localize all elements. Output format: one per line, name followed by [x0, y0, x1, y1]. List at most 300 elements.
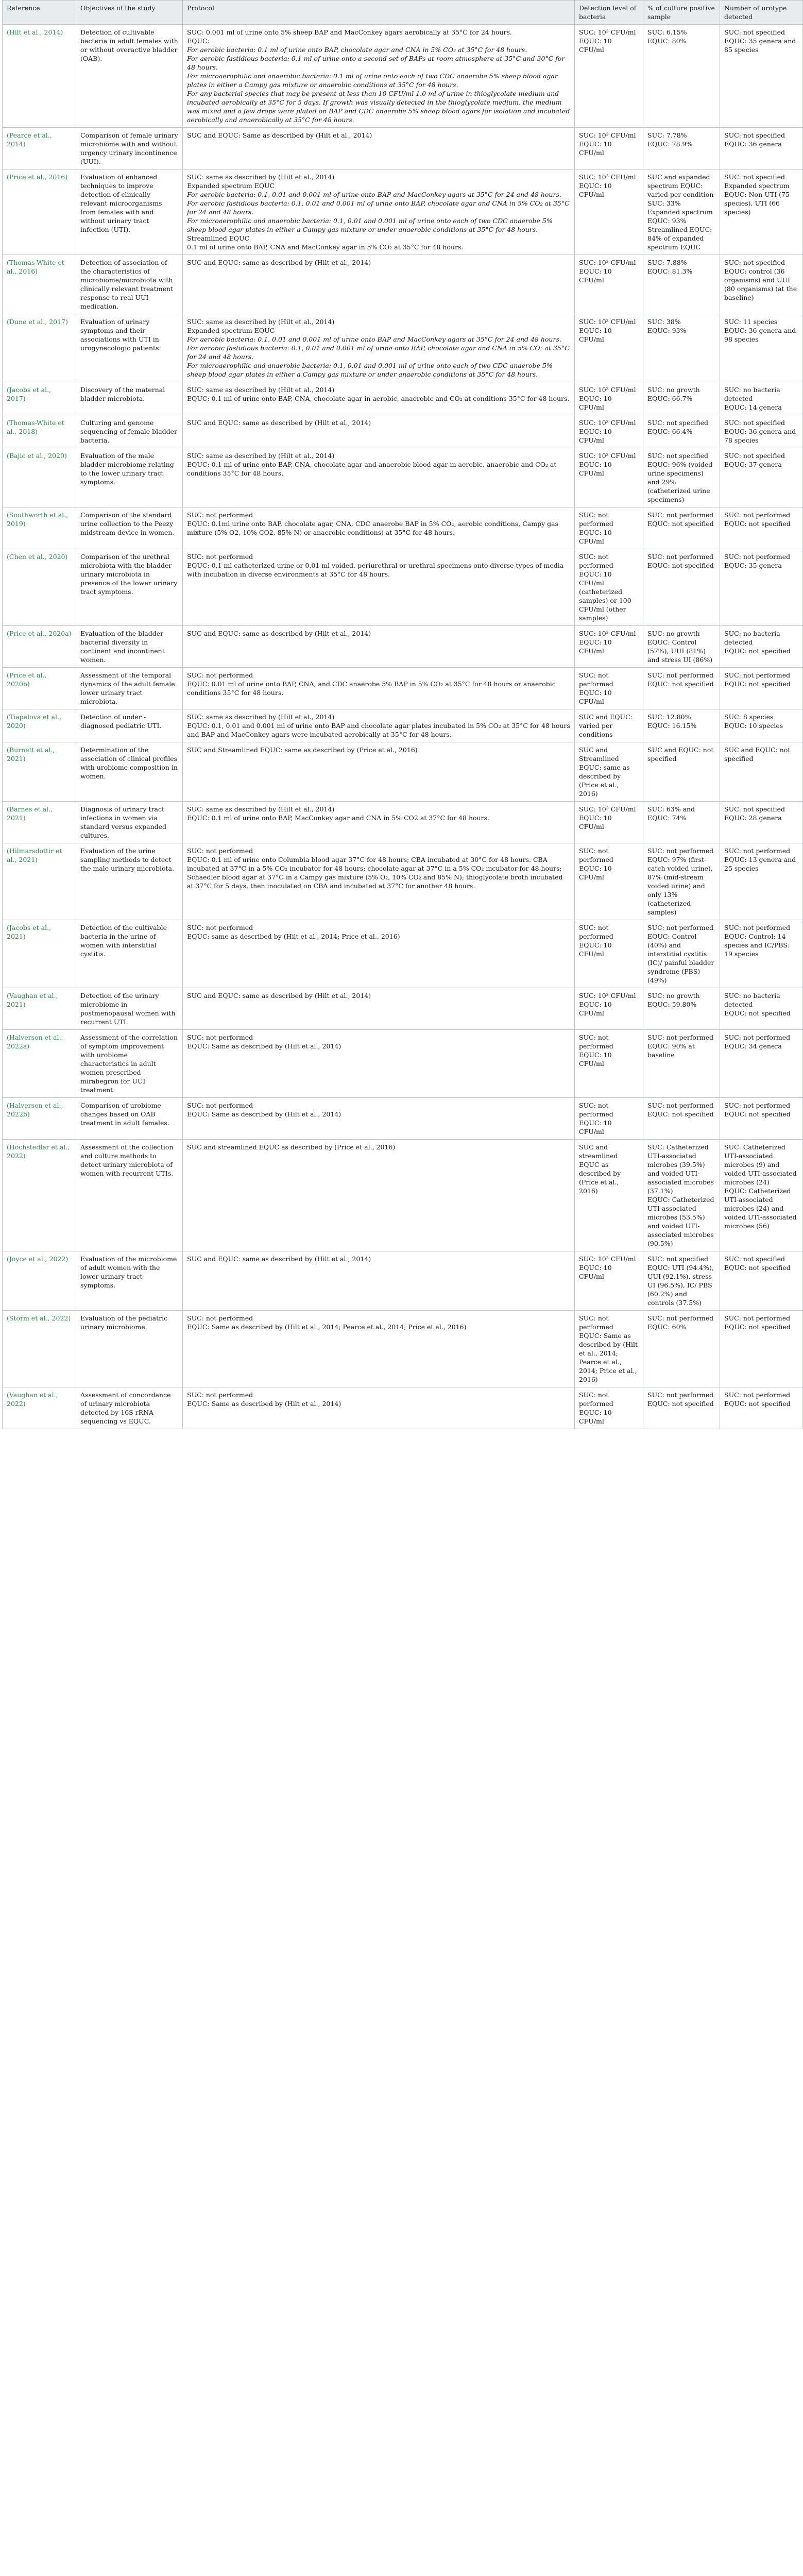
protocol-line: For aerobic fastidious bacteria: 0.1 ml of urine onto a second set of BAPs at room atmosphere at 35°C and 30°C for 48 hours. — [187, 55, 565, 71]
protocol-line: EQUC: 0.1 ml catheterized urine or 0.01 ml voided, periurethral or urethral specimens onto diverse types of media with incubation in diverse environments at 35°C for 48 hours. — [187, 562, 564, 578]
detection-cell — [575, 25, 643, 128]
table-row — [3, 668, 803, 709]
detection-line: EQUC: 10 CFU/ml — [579, 267, 612, 284]
urotype-cell — [720, 920, 803, 988]
reference-link[interactable]: (Price et al., 2016) — [7, 173, 68, 181]
col-urotype: Number of urotype detected — [720, 1, 803, 25]
reference-link[interactable]: (Chen et al., 2020) — [7, 553, 68, 561]
reference-link[interactable]: (Thomas-White et al., 2016) — [7, 259, 64, 275]
percent-line: SUC: not specified — [647, 452, 708, 460]
detection-line: EQUC: 10 CFU/ml — [579, 638, 612, 655]
studies-table — [2, 0, 803, 1429]
percent-cell — [643, 1140, 720, 1251]
reference-link[interactable]: (Barnes et al., 2021) — [7, 805, 53, 822]
reference-cell — [3, 448, 76, 507]
detection-line: SUC: 10³ CFU/ml — [579, 386, 636, 394]
objective-cell: Detection of association of the characteristics of microbiome/microbiota with clinically relevant treatment response to real UUI medication. — [76, 255, 183, 314]
percent-line: EQUC: 66.7% — [647, 395, 693, 402]
protocol-cell — [183, 1251, 575, 1311]
urotype-line: EQUC: 13 genera and 25 species — [724, 856, 796, 872]
protocol-line: SUC and streamlined EQUC as described by (Price et al., 2016) — [187, 1143, 396, 1151]
percent-cell — [643, 709, 720, 742]
urotype-cell — [720, 802, 803, 843]
percent-line: SUC: 38% — [647, 318, 681, 326]
objective-cell: Determination of the association of clinical profiles with urobiome composition in women. — [76, 742, 183, 802]
detection-line: EQUC: 10 CFU/ml — [579, 529, 612, 545]
protocol-line: EQUC: Same as described by (Hilt et al., 2014) — [187, 1110, 341, 1118]
col-detection: Detection level of bacteria — [575, 1, 643, 25]
detection-cell — [575, 802, 643, 843]
protocol-cell — [183, 415, 575, 448]
urotype-line: EQUC: control (36 organisms) and UUI (80 organisms) (at the baseline) — [724, 267, 797, 301]
detection-line: EQUC: 10 CFU/ml — [579, 1119, 612, 1136]
reference-link[interactable]: (Hilt et al., 2014) — [7, 28, 63, 36]
reference-cell — [3, 1098, 76, 1140]
percent-line: EQUC: 80% — [647, 37, 687, 45]
protocol-line: SUC and EQUC: same as described by (Hilt et al., 2014) — [187, 1255, 371, 1263]
detection-cell — [575, 742, 643, 802]
urotype-line: SUC: not performed — [724, 511, 791, 519]
urotype-cell — [720, 709, 803, 742]
detection-cell — [575, 626, 643, 668]
percent-line: EQUC: UTI (94.4%), UUI (92.1%), stress UI (96.5%), IC/ PBS (60.2%) and controls (37.5%) — [647, 1264, 714, 1307]
percent-line: EQUC: not specified — [647, 1400, 714, 1408]
percent-cell — [643, 843, 720, 920]
detection-line: EQUC: 10 CFU/ml — [579, 37, 612, 54]
table-row — [3, 1387, 803, 1429]
protocol-cell — [183, 1098, 575, 1140]
protocol-line: SUC: not performed — [187, 1101, 253, 1109]
detection-line: SUC and EQUC: varied per conditions — [579, 713, 633, 738]
detection-cell — [575, 1140, 643, 1251]
detection-line: EQUC: 10 CFU/ml — [579, 1051, 612, 1067]
urotype-line: SUC: not specified — [724, 131, 785, 139]
percent-line: SUC: not performed — [647, 671, 714, 679]
reference-link[interactable]: (Dune et al., 2017) — [7, 318, 68, 326]
reference-cell — [3, 1140, 76, 1251]
table-row — [3, 1140, 803, 1251]
detection-line: EQUC: 10 CFU/ml — [579, 814, 612, 831]
urotype-cell — [720, 1030, 803, 1098]
col-objectives: Objectives of the study — [76, 1, 183, 25]
reference-link[interactable]: (Storm et al., 2022) — [7, 1314, 71, 1322]
detection-cell — [575, 1030, 643, 1098]
reference-cell — [3, 802, 76, 843]
percent-line: EQUC: 93% — [647, 327, 687, 334]
protocol-line: SUC: not performed — [187, 1314, 253, 1322]
percent-line: EQUC: not specified — [647, 520, 714, 528]
reference-link[interactable]: (Jacobs et al., 2017) — [7, 386, 52, 402]
protocol-line: Expanded spectrum EQUC — [187, 182, 275, 190]
percent-line: EQUC: Control (40%) and interstitial cystitis (IC)/ painful bladder syndrome (PBS) (49%) — [647, 933, 714, 984]
reference-link[interactable]: (Vaughan et al., 2021) — [7, 992, 58, 1008]
detection-cell — [575, 709, 643, 742]
header-row — [3, 1, 803, 25]
detection-cell — [575, 1251, 643, 1311]
detection-line: EQUC: 10 CFU/ml (catheterized samples) or 100 CFU/ml (other samples) — [579, 570, 631, 622]
detection-line: SUC and streamlined EQUC as described by (Price et al., 2016) — [579, 1143, 621, 1195]
objective-cell: Detection of the cultivable bacteria in the urine of women with interstitial cystitis. — [76, 920, 183, 988]
protocol-line: EQUC: 0.1ml urine onto BAP, chocolate agar, CNA, CDC anaerobe BAP in 5% CO₂, aerobic conditions, Campy gas mixture (5% O2, 10% CO2, 85% N) or anaerobic conditions) at 35°C for 48 hours. — [187, 520, 558, 536]
percent-line: EQUC: 66.4% — [647, 428, 693, 435]
reference-cell — [3, 920, 76, 988]
objective-cell: Evaluation of the urine sampling methods to detect the male urinary microbiota. — [76, 843, 183, 920]
detection-line: EQUC: 10 CFU/ml — [579, 941, 612, 958]
objective-cell: Detection of under -diagnosed pediatric UTI. — [76, 709, 183, 742]
urotype-line: SUC: not specified — [724, 452, 785, 460]
detection-line: SUC: 10³ CFU/ml — [579, 630, 636, 637]
percent-cell — [643, 549, 720, 626]
protocol-line: SUC and EQUC: same as described by (Hilt et al., 2014) — [187, 419, 371, 427]
detection-line: EQUC: 10 CFU/ml — [579, 428, 612, 444]
detection-line: SUC: 10³ CFU/ml — [579, 1255, 636, 1263]
urotype-line: SUC: not performed — [724, 847, 791, 855]
percent-cell — [643, 668, 720, 709]
percent-cell — [643, 626, 720, 668]
objective-cell: Culturing and genome sequencing of female bladder bacteria. — [76, 415, 183, 448]
protocol-line: EQUC: Same as described by (Hilt et al., 2014; Pearce et al., 2014; Price et al., 2016) — [187, 1323, 467, 1331]
detection-line: SUC: 10³ CFU/ml — [579, 452, 636, 460]
urotype-line: SUC: not specified — [724, 173, 785, 181]
urotype-line: EQUC: 34 genera — [724, 1042, 782, 1050]
detection-line: SUC: not performed — [579, 924, 613, 940]
urotype-cell — [720, 415, 803, 448]
protocol-line: For microaerophilic and anaerobic bacteria: 0.1, 0.01 and 0.001 ml of urine onto each of two CDC anaerobe 5% sheep blood agar plates in either a Campy gas mixture or under anaerobic conditions at 35°C for 48 hours. — [187, 362, 553, 378]
reference-cell — [3, 626, 76, 668]
reference-link[interactable]: (Hilmarsdottir et al., 2021) — [7, 847, 62, 863]
percent-line: EQUC: 78.9% — [647, 140, 693, 148]
urotype-cell — [720, 448, 803, 507]
percent-line: SUC: no growth — [647, 992, 700, 999]
detection-line: EQUC: 10 CFU/ml — [579, 182, 612, 198]
urotype-line: EQUC: not specified — [724, 1323, 791, 1331]
urotype-cell — [720, 843, 803, 920]
objective-cell: Comparison of the standard urine collection to the Peezy midstream device in women. — [76, 507, 183, 549]
urotype-line: SUC: not performed — [724, 924, 791, 931]
urotype-line: SUC: not specified — [724, 419, 785, 427]
objective-cell: Evaluation of the microbiome of adult women with the lower urinary tract symptoms. — [76, 1251, 183, 1311]
detection-cell — [575, 1098, 643, 1140]
urotype-line: SUC: Catheterized UTI-associated microbes (9) and voided UTI-associated microbes (24) — [724, 1143, 797, 1186]
detection-cell — [575, 170, 643, 255]
percent-line: EQUC: 16.15% — [647, 722, 697, 730]
detection-line: EQUC: 10 CFU/ml — [579, 1264, 612, 1280]
reference-link[interactable]: (Halverson et al., 2022a) — [7, 1033, 63, 1050]
protocol-line: SUC: not performed — [187, 1033, 253, 1041]
detection-line: EQUC: 10 CFU/ml — [579, 461, 612, 477]
urotype-cell — [720, 1098, 803, 1140]
percent-line: SUC: 7.78% — [647, 131, 687, 139]
urotype-cell — [720, 314, 803, 382]
protocol-line: SUC: not performed — [187, 553, 253, 561]
protocol-cell — [183, 549, 575, 626]
protocol-line: SUC: same as described by (Hilt et al., 2014) — [187, 713, 335, 721]
protocol-line: SUC and EQUC: Same as described by (Hilt et al., 2014) — [187, 131, 372, 139]
reference-cell — [3, 1311, 76, 1387]
urotype-line: SUC: not performed — [724, 1101, 791, 1109]
detection-line: EQUC: 10 CFU/ml — [579, 1001, 612, 1017]
protocol-cell — [183, 507, 575, 549]
objective-cell: Assessment of the temporal dynamics of the adult female lower urinary tract microbiota. — [76, 668, 183, 709]
protocol-line: 0.1 ml of urine onto BAP, CNA and MacConkey agar in 5% CO₂ at 35°C for 48 hours. — [187, 243, 464, 251]
percent-line: EQUC: 97% (first-catch voided urine), 87% (mid-stream voided urine) and only 13% (catheterized samples) — [647, 856, 713, 916]
detection-cell — [575, 988, 643, 1030]
protocol-line: SUC and EQUC: same as described by (Hilt et al., 2014) — [187, 992, 371, 999]
protocol-line: EQUC: — [187, 37, 210, 45]
protocol-cell — [183, 920, 575, 988]
urotype-cell — [720, 25, 803, 128]
detection-cell — [575, 415, 643, 448]
percent-line: SUC: 63% and — [647, 805, 695, 813]
urotype-cell — [720, 742, 803, 802]
reference-cell — [3, 255, 76, 314]
percent-cell — [643, 415, 720, 448]
percent-cell — [643, 802, 720, 843]
percent-line: EQUC: 90% at baseline — [647, 1042, 695, 1059]
detection-line: SUC: not performed — [579, 511, 613, 528]
urotype-line: EQUC: 28 genera — [724, 814, 782, 822]
detection-line: SUC: not performed — [579, 1391, 613, 1408]
percent-line: Expanded spectrum EQUC: 93% — [647, 208, 713, 225]
reference-cell — [3, 843, 76, 920]
percent-cell — [643, 507, 720, 549]
protocol-line: SUC: not performed — [187, 671, 253, 679]
protocol-line: SUC and EQUC: same as described by (Hilt et al., 2014) — [187, 259, 371, 266]
reference-link[interactable]: (Joyce et al., 2022) — [7, 1255, 69, 1263]
reference-link[interactable]: (Tiapalova et al., 2020) — [7, 713, 61, 730]
protocol-cell — [183, 25, 575, 128]
table-row — [3, 448, 803, 507]
urotype-cell — [720, 1251, 803, 1311]
protocol-line: For aerobic fastidious bacteria: 0.1, 0.01 and 0.001 ml of urine onto BAP, chocolate agar and CNA in 5% CO₂ at 35°C for 24 and 48 hours. — [187, 199, 570, 216]
urotype-cell — [720, 1311, 803, 1387]
protocol-line: EQUC: same as described by (Hilt et al., 2014; Price et al., 2016) — [187, 933, 400, 940]
percent-cell — [643, 742, 720, 802]
percent-line: SUC: no growth — [647, 386, 700, 394]
urotype-cell — [720, 626, 803, 668]
objective-cell: Diagnosis of urinary tract infections in women via standard versus expanded cultures. — [76, 802, 183, 843]
protocol-cell — [183, 709, 575, 742]
reference-cell — [3, 1251, 76, 1311]
percent-line: EQUC: 60% — [647, 1323, 687, 1331]
objective-cell: Assessment of the correlation of symptom improvement with urobiome characteristics in adult women prescribed mirabegron for UUI treatment. — [76, 1030, 183, 1098]
urotype-cell — [720, 668, 803, 709]
urotype-line: SUC: not performed — [724, 553, 791, 561]
protocol-cell — [183, 382, 575, 415]
urotype-line: EQUC: Catheterized UTI-associated microbes (24) and voided UTI-associated microbes (56) — [724, 1187, 797, 1230]
protocol-cell — [183, 1387, 575, 1429]
percent-cell — [643, 988, 720, 1030]
protocol-cell — [183, 314, 575, 382]
protocol-line: SUC: same as described by (Hilt et al., 2014) — [187, 386, 335, 394]
urotype-line: SUC: not performed — [724, 1391, 791, 1399]
percent-cell — [643, 1251, 720, 1311]
percent-line: SUC and expanded spectrum EQUC: varied per condition — [647, 173, 714, 198]
detection-cell — [575, 920, 643, 988]
percent-line: EQUC: Catheterized UTI-associated microbes (53.5%) and voided UTI-associated microbes (90.5%) — [647, 1196, 714, 1247]
detection-line: SUC: not performed — [579, 553, 613, 569]
protocol-cell — [183, 255, 575, 314]
urotype-line: SUC: no bacteria detected — [724, 992, 780, 1008]
percent-cell — [643, 920, 720, 988]
urotype-line: EQUC: not specified — [724, 647, 791, 655]
reference-cell — [3, 742, 76, 802]
urotype-line: EQUC: not specified — [724, 1264, 791, 1272]
protocol-line: SUC: same as described by (Hilt et al., 2014) — [187, 173, 335, 181]
table-row — [3, 742, 803, 802]
urotype-line: SUC: not performed — [724, 671, 791, 679]
percent-line: EQUC: not specified — [647, 680, 714, 688]
protocol-line: SUC: same as described by (Hilt et al., 2014) — [187, 805, 335, 813]
detection-cell — [575, 314, 643, 382]
percent-line: SUC: 6.15% — [647, 28, 687, 36]
protocol-cell — [183, 448, 575, 507]
reference-link[interactable]: (Pearce et al., 2014) — [7, 131, 52, 148]
percent-line: SUC: not performed — [647, 511, 714, 519]
detection-line: SUC: not performed — [579, 847, 613, 863]
protocol-line: SUC and Streamlined EQUC: same as described by (Price et al., 2016) — [187, 746, 418, 754]
reference-link[interactable]: (Bajic et al., 2020) — [7, 452, 67, 460]
detection-line: SUC: 10³ CFU/ml — [579, 419, 636, 427]
protocol-line: For any bacterial species that may be present at less than 10 CFU/ml 1.0 ml of urine in thioglycolate medium and incubated aerobically at 35°C for 5 days. If growth was visually detected in the thioglycolate medium, the medium was mixed and a few drops were plated on BAP and CDC anaerobe 5% sheep blood agars for isolation and incubated aerobically and anaerobically at 35°C for 48 hours. — [187, 90, 570, 124]
protocol-cell — [183, 988, 575, 1030]
detection-line: SUC: 10³ CFU/ml — [579, 131, 636, 139]
urotype-line: EQUC: 35 genera — [724, 562, 782, 569]
percent-line: SUC: not performed — [647, 1101, 714, 1109]
objective-cell: Comparison of female urinary microbiome with and without urgency urinary incontinence (UUI). — [76, 128, 183, 170]
objective-cell: Comparison of urobiome changes based on OAB treatment in adult females. — [76, 1098, 183, 1140]
reference-link[interactable]: (Hochstedler et al., 2022) — [7, 1143, 70, 1160]
reference-cell — [3, 1387, 76, 1429]
urotype-cell — [720, 255, 803, 314]
table-row — [3, 170, 803, 255]
percent-line: EQUC: not specified — [647, 562, 714, 569]
percent-line: SUC: no growth — [647, 630, 700, 637]
detection-line: SUC and Streamlined EQUC: same as described by (Price et al., 2016) — [579, 746, 630, 798]
urotype-cell — [720, 1140, 803, 1251]
reference-cell — [3, 1030, 76, 1098]
protocol-line: For microaerophilic and anaerobic bacteria: 0.1, 0.01 and 0.001 ml of urine onto each of two CDC anaerobe 5% sheep blood agar plates in either a Campy gas mixture or under anaerobic conditions at 35°C for 48 hours. — [187, 217, 553, 233]
percent-cell — [643, 1387, 720, 1429]
urotype-line: SUC: no bacteria detected — [724, 386, 780, 402]
table-row — [3, 843, 803, 920]
urotype-line: EQUC: 36 genera and 78 species — [724, 428, 796, 444]
detection-line: EQUC: 10 CFU/ml — [579, 395, 612, 411]
objective-cell: Evaluation of enhanced techniques to improve detection of clinically relevant microorganisms from females with and without urinary tract infection (UTI). — [76, 170, 183, 255]
detection-line: SUC: 10³ CFU/ml — [579, 318, 636, 326]
table-row — [3, 1251, 803, 1311]
protocol-line: EQUC: 0.1 ml of urine onto BAP, CNA, chocolate agar and anaerobic blood agar in aerobic, anaerobic and CO₂ at conditions 35°C for 48 hours. — [187, 461, 557, 477]
protocol-line: For microaerophilic and anaerobic bacteria: 0.1 ml of urine onto each of two CDC anaerobe 5% sheep blood agar plates in either a Campy gas mixture or anaerobic conditions at 35°C for 48 hours. — [187, 72, 558, 89]
percent-line: EQUC: Control (57%), UUI (81%) and stress UI (86%) — [647, 638, 713, 664]
protocol-cell — [183, 626, 575, 668]
protocol-cell — [183, 668, 575, 709]
urotype-line: SUC: no bacteria detected — [724, 630, 780, 646]
detection-line: EQUC: 10 CFU/ml — [579, 1409, 612, 1425]
protocol-line: EQUC: 0.1 ml of urine onto BAP, MacConkey agar and CNA in 5% CO2 at 37°C for 48 hours. — [187, 814, 489, 822]
percent-line: SUC: not specified — [647, 1255, 708, 1263]
percent-cell — [643, 382, 720, 415]
percent-line: SUC and EQUC: not specified — [647, 746, 714, 762]
percent-cell — [643, 1030, 720, 1098]
reference-link[interactable]: (Southworth et al., 2019) — [7, 511, 69, 528]
detection-line: EQUC: 10 CFU/ml — [579, 865, 612, 881]
percent-cell — [643, 1311, 720, 1387]
reference-link[interactable]: (Price et al., 2020a) — [7, 630, 72, 637]
table-row — [3, 988, 803, 1030]
protocol-line: SUC: not performed — [187, 847, 253, 855]
objective-cell: Evaluation of the pediatric urinary microbiome. — [76, 1311, 183, 1387]
percent-line: SUC: not specified — [647, 419, 708, 427]
reference-cell — [3, 25, 76, 128]
objective-cell: Comparison of the urethral microbiota with the bladder urinary microbiota in presence of the lower urinary tract symptoms. — [76, 549, 183, 626]
percent-cell — [643, 448, 720, 507]
urotype-line: SUC and EQUC: not specified — [724, 746, 791, 762]
objective-cell: Detection of cultivable bacteria in adult females with or without overactive bladder (OAB). — [76, 25, 183, 128]
percent-line: SUC: not performed — [647, 1314, 714, 1322]
reference-cell — [3, 988, 76, 1030]
objective-cell: Evaluation of the bladder bacterial diversity in continent and incontinent women. — [76, 626, 183, 668]
urotype-cell — [720, 128, 803, 170]
percent-line: SUC: 7.88% — [647, 259, 687, 266]
detection-line: SUC: 10³ CFU/ml — [579, 259, 636, 266]
table-row — [3, 1030, 803, 1098]
percent-line: SUC: not performed — [647, 924, 714, 931]
reference-link[interactable]: (Vaughan et al., 2022) — [7, 1391, 58, 1408]
reference-link[interactable]: (Jacobs et al., 2021) — [7, 924, 52, 940]
detection-cell — [575, 1311, 643, 1387]
reference-link[interactable]: (Price et al., 2020b) — [7, 671, 47, 688]
detection-cell — [575, 382, 643, 415]
reference-link[interactable]: (Burnett et al., 2021) — [7, 746, 55, 762]
protocol-line: SUC: not performed — [187, 924, 253, 931]
protocol-line: SUC and EQUC: same as described by (Hilt et al., 2014) — [187, 630, 371, 637]
detection-line: EQUC: 10 CFU/ml — [579, 327, 612, 343]
reference-cell — [3, 668, 76, 709]
percent-line: EQUC: 74% — [647, 814, 687, 822]
protocol-line: EQUC: 0.1 ml of urine onto BAP, CNA, chocolate agar in aerobic, anaerobic and CO₂ at conditions 35°C for 48 hours. — [187, 395, 570, 402]
objective-cell: Detection of the urinary microbiome in postmenopausal women with recurrent UTI. — [76, 988, 183, 1030]
urotype-line: EQUC: 37 genera — [724, 461, 782, 468]
objective-cell: Discovery of the maternal bladder microbiota. — [76, 382, 183, 415]
table-row — [3, 1098, 803, 1140]
table-body — [3, 25, 803, 1429]
col-percent-positive: % of culture positive sample — [643, 1, 720, 25]
urotype-line: EQUC: not specified — [724, 520, 791, 528]
detection-line: SUC: 10³ CFU/ml — [579, 992, 636, 999]
protocol-line: SUC: same as described by (Hilt et al., 2014) — [187, 452, 335, 460]
urotype-line: EQUC: 36 genera — [724, 140, 782, 148]
reference-cell — [3, 549, 76, 626]
protocol-line: SUC: not performed — [187, 511, 253, 519]
protocol-cell — [183, 1140, 575, 1251]
detection-line: SUC: not performed — [579, 1314, 613, 1331]
table-row — [3, 415, 803, 448]
percent-line: SUC: 12.80% — [647, 713, 691, 721]
detection-cell — [575, 507, 643, 549]
protocol-cell — [183, 1311, 575, 1387]
reference-link[interactable]: (Thomas-White et al., 2018) — [7, 419, 64, 435]
protocol-line: For aerobic fastidious bacteria: 0.1, 0.01 and 0.001 ml of urine onto BAP, chocolate agar and CNA in 5% CO₂ at 35°C for 24 and 48 hours. — [187, 344, 570, 361]
reference-link[interactable]: (Halverson et al., 2022b) — [7, 1101, 63, 1118]
urotype-cell — [720, 382, 803, 415]
objective-cell: Assessment of concordance of urinary microbiota detected by 16S rRNA sequencing vs EQUC. — [76, 1387, 183, 1429]
urotype-cell — [720, 988, 803, 1030]
percent-line: SUC: not performed — [647, 1033, 714, 1041]
protocol-cell — [183, 802, 575, 843]
detection-line: EQUC: 10 CFU/ml — [579, 140, 612, 157]
protocol-line: Streamlined EQUC — [187, 234, 250, 242]
